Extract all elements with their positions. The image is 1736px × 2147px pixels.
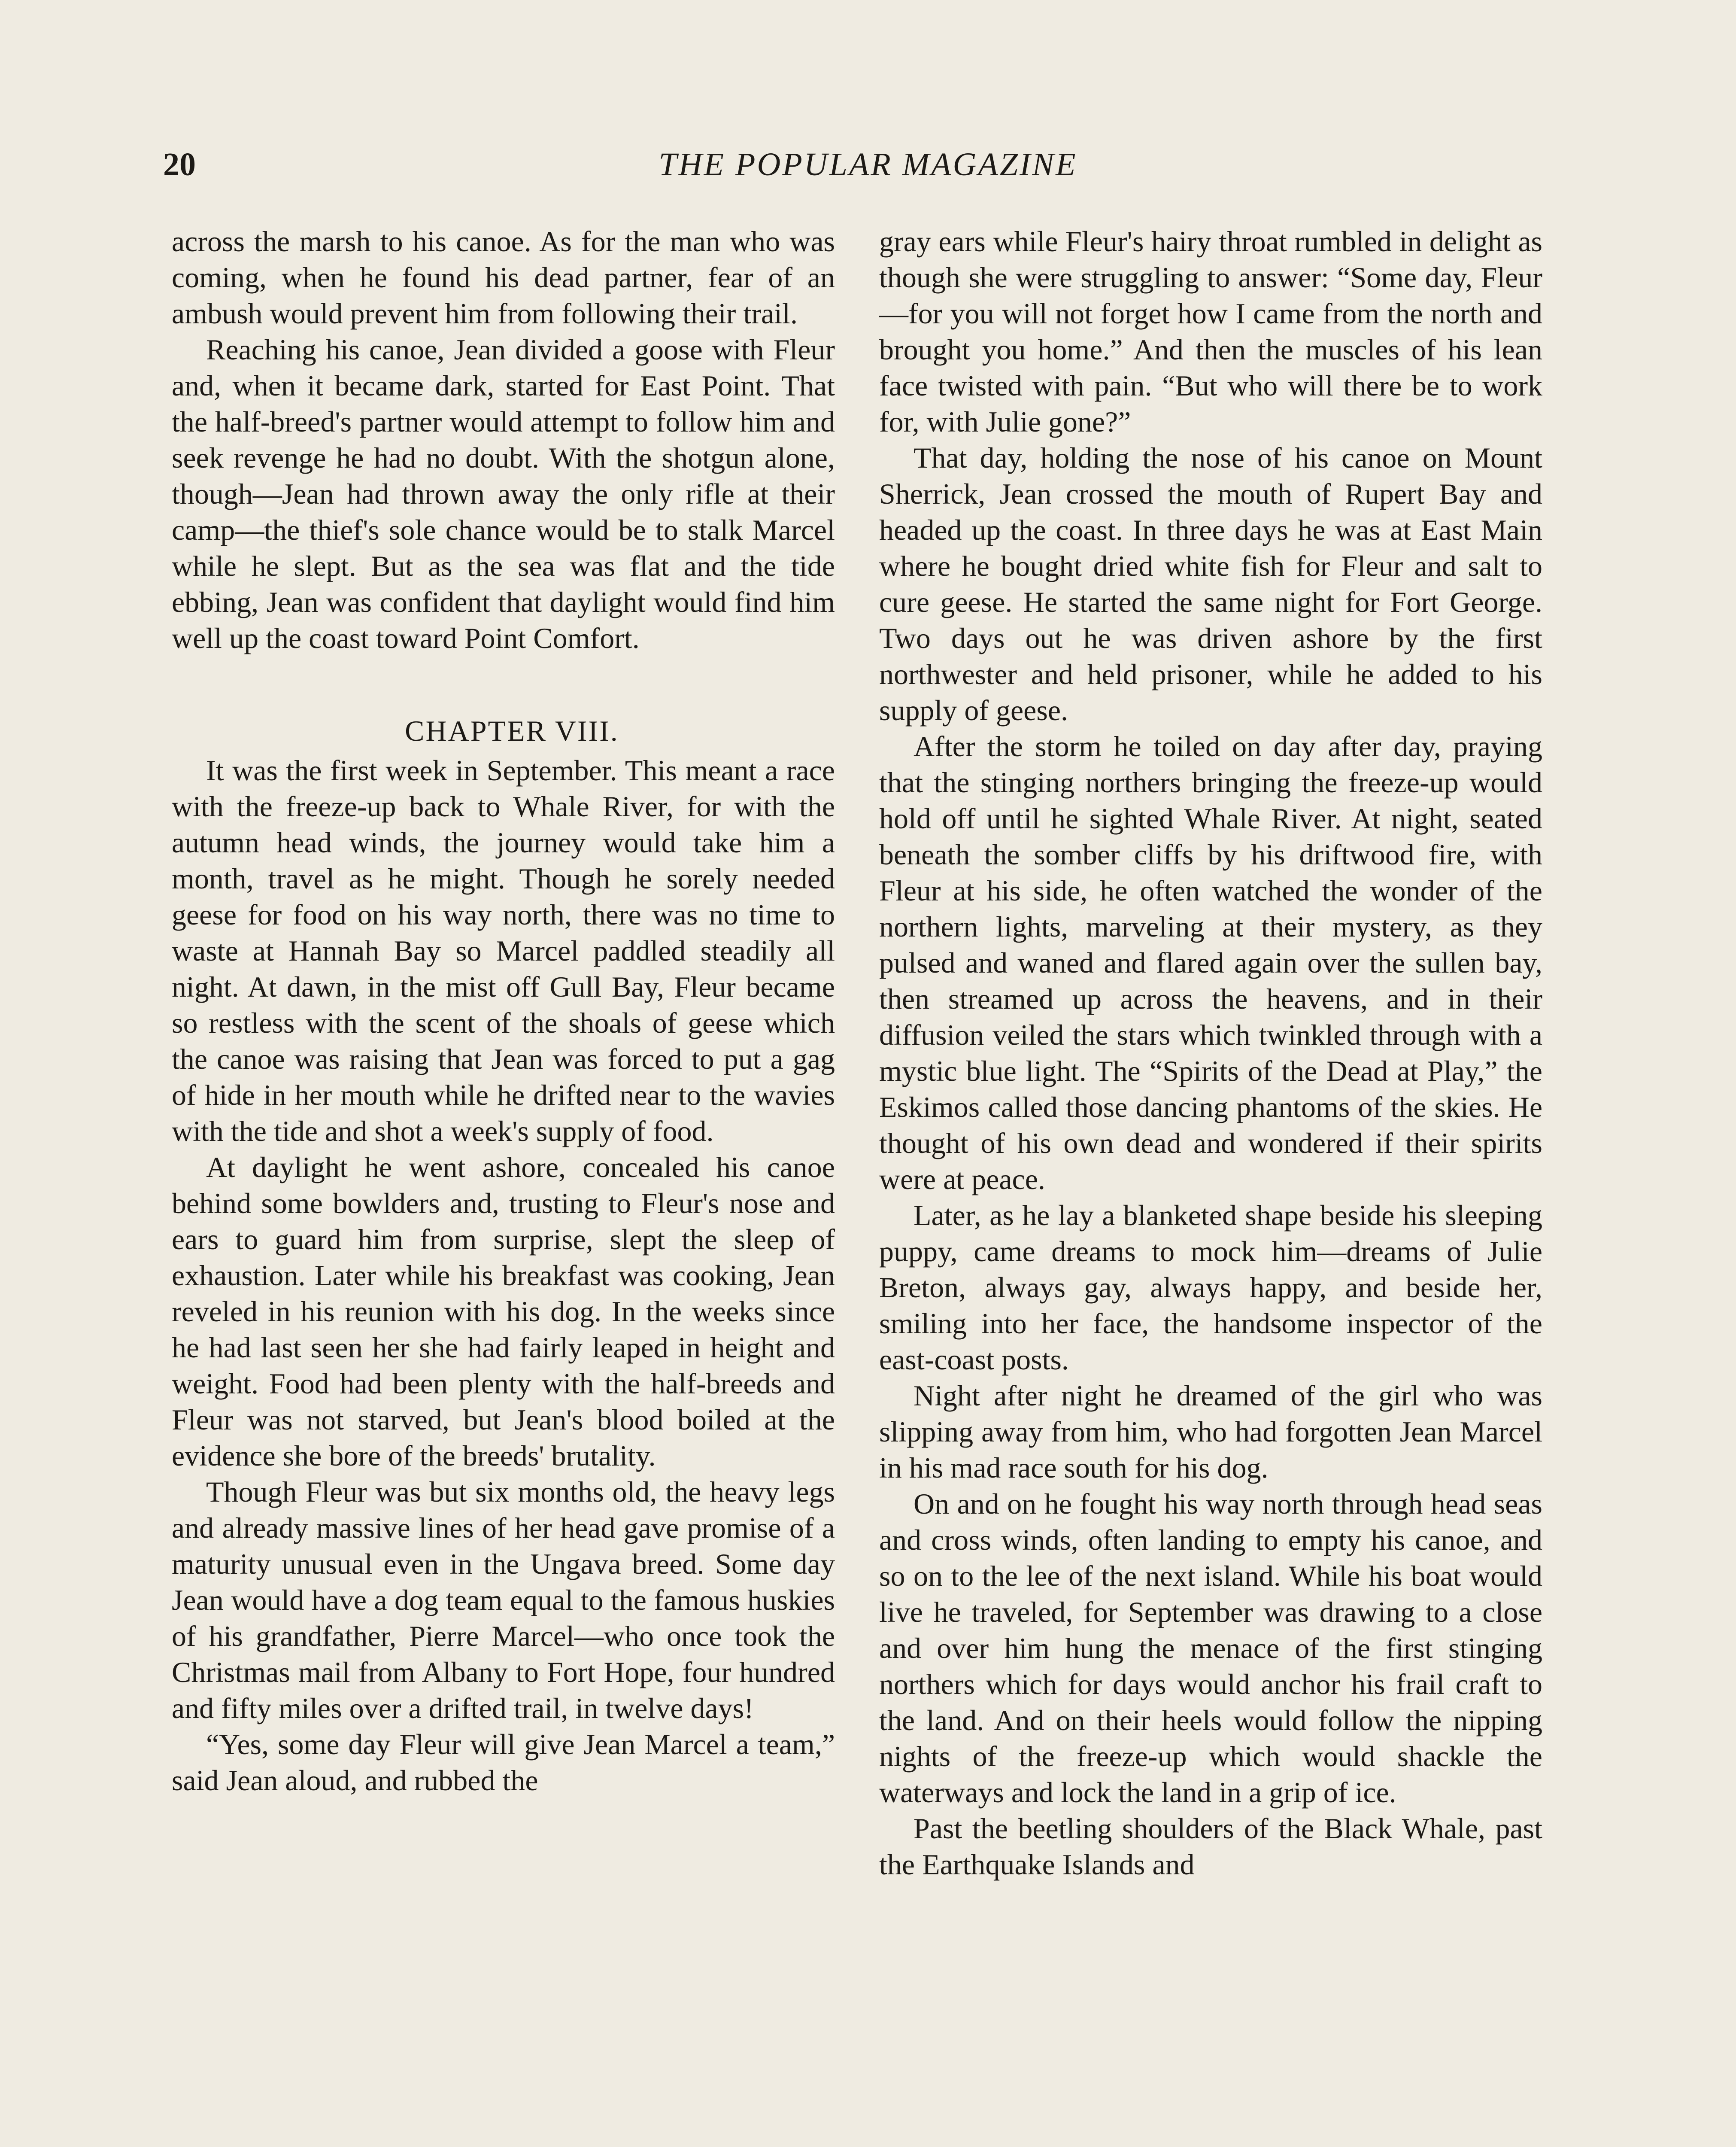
paragraph: Night after night he dreamed of the girl who was slipping away from him, who had forgotten Jean Marcel in his mad race south for his dog. [879, 1379, 1542, 1484]
paragraph: Later, as he lay a blanketed shape beside his sleeping puppy, came dreams to mock him—dreams of Julie Breton, always gay, always happy, and beside her, smiling into her face, the handsome inspector of the east-coast posts. [879, 1199, 1542, 1376]
paragraph: At daylight he went ashore, concealed his canoe behind some bowlders and, trusting to Fleur's nose and ears to guard him from surprise, slept the sleep of exhaustion. Later while his breakfast was cooking, Jean reveled in his reunion with his dog. In the weeks since he had last seen her she had fairly leaped in height and weight. Food had been plenty with the half-breeds and Fleur was not starved, but Jean's blood boiled at the evidence she bore of the breeds' brutality. [172, 1151, 835, 1472]
paragraph: It was the first week in September. This meant a race with the freeze-up back to Whale River, for with the autumn head winds, the journey would take him a month, travel as he might. Though he sorely needed geese for food on his way north, there was no time to waste at Hannah Bay so Marcel paddled steadily all night. At dawn, in the mist off Gull Bay, Fleur became so restless with the scent of the shoals of geese which the canoe was raising that Jean was forced to put a gag of hide in her mouth while he drifted near to the wavies with the tide and shot a week's supply of food. [172, 754, 835, 1147]
paragraph: gray ears while Fleur's hairy throat rumbled in delight as though she were struggling to answer: “Some day, Fleur—for you will not forget how I came from the north and brought you home.” And then the muscles of his lean face twisted with pain. “But who will there be to work for, with Julie gone?” [879, 225, 1542, 438]
paragraph: On and on he fought his way north through head seas and cross winds, often landing to empty his canoe, and so on to the lee of the next island. While his boat would live he traveled, for September was drawing to a close and over him hung the menace of the first stinging northers which for days would anchor his frail craft to the land. And on their heels would follow the nipping nights of the freeze-up which would shackle the waterways and lock the land in a grip of ice. [879, 1487, 1542, 1809]
page-number: 20 [163, 146, 196, 182]
paragraph: Reaching his canoe, Jean divided a goose with Fleur and, when it became dark, started for East Point. That the half-breed's partner would attempt to follow him and seek revenge he had no doubt. With the shotgun alone, though—Jean had thrown away the only rifle at their camp—the thief's sole chance would be to stalk Marcel while he slept. But as the sea was flat and the tide ebbing, Jean was confident that daylight would find him well up the coast toward Point Comfort. [172, 333, 835, 654]
paragraph: “Yes, some day Fleur will give Jean Marcel a team,” said Jean aloud, and rubbed the [172, 1728, 835, 1797]
paragraph: That day, holding the nose of his canoe on Mount Sherrick, Jean crossed the mouth of Rupert Bay and headed up the coast. In three days he was at East Main where he bought dried white fish for Fleur and salt to cure geese. He started the same night for Fort George. Two days out he was driven ashore by the first northwester and held prisoner, while he added to his supply of geese. [879, 441, 1542, 727]
paragraph: After the storm he toiled on day after day, praying that the stinging northers bringing the freeze-up would hold off until he sighted Whale River. At night, seated beneath the somber cliffs by his driftwood fire, with Fleur at his side, he often watched the wonder of the northern lights, marveling at their mystery, as they pulsed and waned and flared again over the sullen bay, then streamed up across the heavens, and in their diffusion veiled the stars which twinkled through with a mystic blue light. The “Spirits of the Dead at Play,” the Eskimos called those dancing phantoms of the skies. He thought of his own dead and wondered if their spirits were at peace. [879, 730, 1542, 1195]
chapter-heading: CHAPTER VIII. [405, 715, 619, 747]
paragraph: Though Fleur was but six months old, the heavy legs and already massive lines of her head gave promise of a maturity unusual even in the Ungava breed. Some day Jean would have a dog team equal to the famous huskies of his grandfather, Pierre Marcel—who once took the Christmas mail from Albany to Fort Hope, four hundred and fifty miles over a drifted trail, in twelve days! [172, 1475, 835, 1724]
right-column [879, 223, 1542, 1882]
running-head-title: THE POPULAR MAGAZINE [659, 146, 1077, 182]
paragraph: Past the beetling shoulders of the Black Whale, past the Earthquake Islands and [879, 1812, 1542, 1881]
left-column [172, 223, 835, 1798]
paragraph: across the marsh to his canoe. As for the man who was coming, when he found his dead partner, fear of an ambush would prevent him from following their trail. [172, 225, 835, 330]
